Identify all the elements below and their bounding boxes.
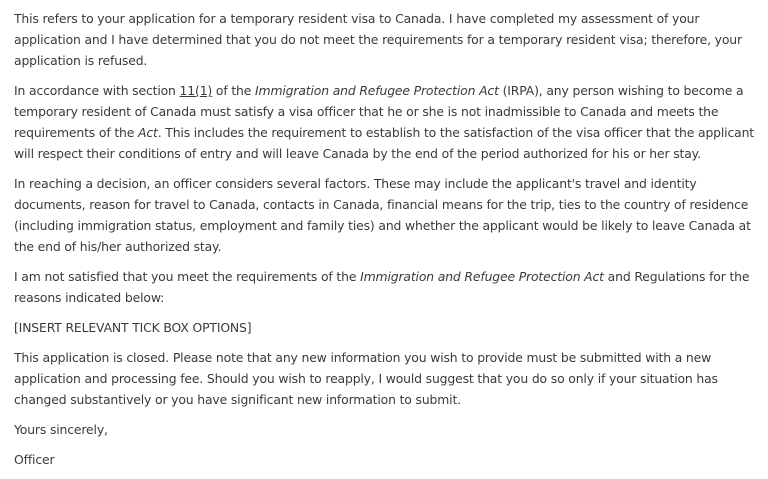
- not-satisfied-paragraph: [14, 266, 754, 308]
- text-line: (including immigration status, employment and family ties) and whether the applicant would be likely to leave Canada at: [14, 218, 751, 233]
- intro-paragraph: [14, 8, 754, 71]
- text-line: Officer: [14, 452, 55, 467]
- signature: [14, 449, 754, 470]
- text-line: temporary resident of Canada must satisfy a visa officer that he or she is not inadmissible to Canada and meets the: [14, 104, 719, 119]
- text-line: the end of his/her authorized stay.: [14, 239, 222, 254]
- text-fragment: (IRPA), any person wishing to become a: [498, 83, 744, 98]
- act-short-title: Act: [138, 125, 158, 140]
- text-line: application is refused.: [14, 53, 148, 68]
- tick-box-placeholder: [14, 317, 754, 338]
- text-fragment: . This includes the requirement to establish to the satisfaction of the visa officer that the applicant: [157, 125, 754, 140]
- text-line: This refers to your application for a temporary resident visa to Canada. I have completed my assessment of your: [14, 11, 700, 26]
- salutation: [14, 419, 754, 440]
- refusal-letter: [14, 8, 754, 479]
- text-fragment: In accordance with section: [14, 83, 180, 98]
- text-fragment: of the: [212, 83, 256, 98]
- text-line: changed substantively or you have significant new information to submit.: [14, 392, 461, 407]
- section-11-1-link[interactable]: 11(1): [179, 83, 213, 98]
- text-fragment: and Regulations for the: [603, 269, 750, 284]
- text-line: reasons indicated below:: [14, 290, 165, 305]
- text-line: documents, reason for travel to Canada, contacts in Canada, financial means for the trip, ties to the country of residence: [14, 197, 749, 212]
- text-line: [14, 122, 754, 143]
- text-line: Yours sincerely,: [14, 422, 108, 437]
- text-line: This application is closed. Please note that any new information you wish to provide must be submitted with a new: [14, 350, 712, 365]
- irpa-paragraph: [14, 80, 754, 164]
- text-line: In reaching a decision, an officer considers several factors. These may include the applicant's travel and identity: [14, 176, 697, 191]
- factors-paragraph: [14, 173, 754, 257]
- text-line: application and processing fee. Should you wish to reapply, I would suggest that you do so only if your situation has: [14, 371, 718, 386]
- text-line: [INSERT RELEVANT TICK BOX OPTIONS]: [14, 320, 252, 335]
- text-line: will respect their conditions of entry and will leave Canada by the end of the period authorized for his or her stay.: [14, 146, 701, 161]
- act-title: Immigration and Refugee Protection Act: [255, 83, 499, 98]
- text-line: [14, 80, 754, 101]
- closing-paragraph: [14, 347, 754, 410]
- text-line: application and I have determined that you do not meet the requirements for a temporary resident visa; therefore, your: [14, 32, 742, 47]
- text-line: [14, 266, 754, 287]
- act-title: Immigration and Refugee Protection Act: [360, 269, 604, 284]
- text-fragment: requirements of the: [14, 125, 139, 140]
- text-fragment: I am not satisfied that you meet the requirements of the: [14, 269, 361, 284]
